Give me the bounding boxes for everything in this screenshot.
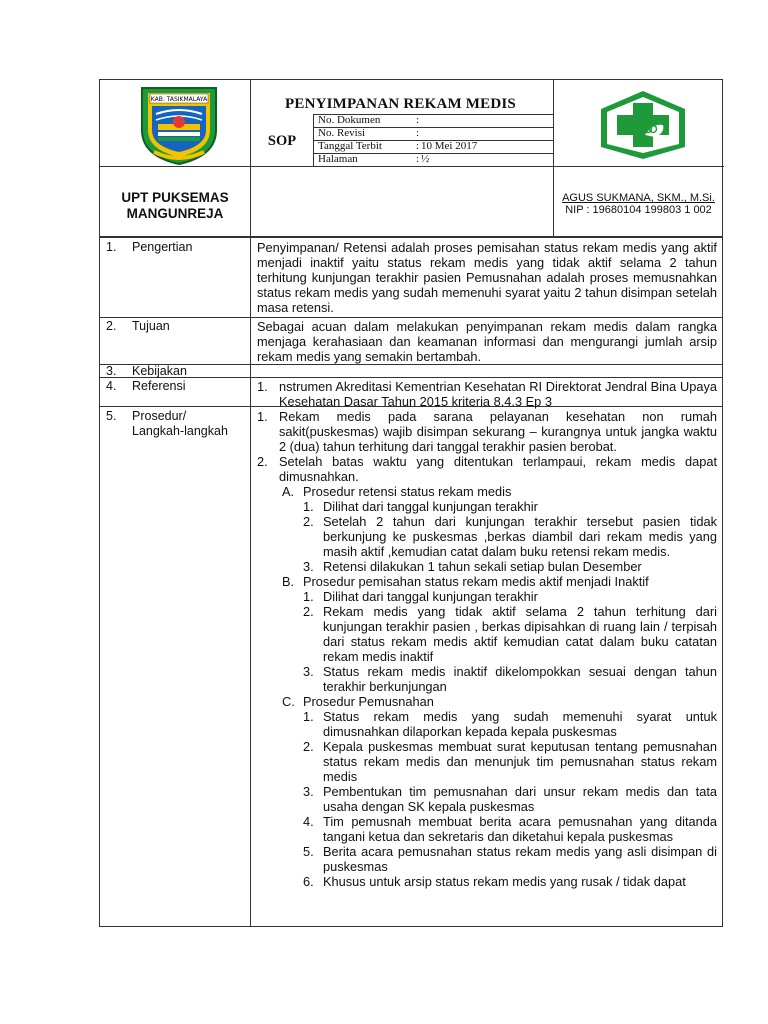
meta-sep: : — [416, 140, 420, 152]
item-text: Kepala puskesmas membuat surat keputusan tentang pemusnahan status rekam medis dan menunjuk tim pemusnahan status rekam medis — [323, 739, 717, 784]
signatory-nip: NIP : 19680104 199803 1 002 — [565, 204, 712, 216]
signatory-block — [553, 192, 724, 216]
section-title: Prosedur/ — [132, 409, 187, 423]
meta-value: ½ — [421, 153, 430, 165]
procedure-item — [257, 739, 717, 784]
meta-key: Tanggal Terbit — [318, 140, 382, 152]
meta-sep: : — [416, 127, 420, 139]
list-marker: B. — [282, 574, 295, 589]
procedure-group-title — [257, 484, 717, 499]
organization-name — [100, 190, 250, 222]
list-marker: 3. — [303, 784, 314, 799]
document-body-table — [99, 237, 723, 927]
list-marker: A. — [282, 484, 295, 499]
list-marker: 4. — [303, 814, 314, 829]
organization-line-2: MANGUNREJA — [126, 206, 224, 221]
list-marker: 2. — [257, 454, 268, 469]
list-marker: 5. — [303, 844, 314, 859]
section-title: Kebijakan — [132, 364, 187, 378]
item-text: Tim pemusnah membuat berita acara pemusnahan yang ditanda tangani ketua dan sekretaris dan diketahui kepala puskesmas — [323, 814, 717, 844]
item-text: Status rekam medis yang sudah memenuhi syarat untuk dimusnahkan dilaporkan kepada kepala puskesmas — [323, 709, 717, 739]
procedure-item — [257, 499, 717, 514]
signatory-name: AGUS SUKMANA, SKM., M.Si. — [562, 192, 715, 204]
meta-sep: : — [416, 114, 420, 126]
item-text: Dilihat dari tanggal kunjungan terakhir — [323, 499, 538, 514]
section-number: 3. — [106, 364, 117, 378]
section-label-reference — [106, 379, 186, 394]
procedure-item — [257, 664, 717, 694]
document-title: PENYIMPANAN REKAM MEDIS — [285, 96, 516, 112]
section-title: Referensi — [132, 379, 186, 393]
list-marker: 3. — [303, 664, 314, 679]
meta-sep: : — [416, 153, 420, 165]
section-title: Pengertian — [132, 240, 193, 254]
item-text: Berita acara pemusnahan status rekam medis yang asli disimpan di puskesmas — [323, 844, 717, 874]
procedure-item — [257, 589, 717, 604]
list-marker: 1. — [303, 499, 314, 514]
list-marker: 6. — [303, 874, 314, 889]
meta-value: 10 Mei 2017 — [421, 140, 478, 152]
procedure-item — [257, 514, 717, 559]
section-label-policy — [106, 364, 187, 379]
section-number: 2. — [106, 319, 117, 333]
section-number: 4. — [106, 379, 117, 393]
procedure-item — [257, 709, 717, 739]
meta-key: No. Revisi — [318, 127, 366, 139]
reference-text: nstrumen Akreditasi Kementrian Kesehatan RI Direktorat Jendral Bina Upaya Kesehatan Dasar Tahun 2015 kriteria 8.4.3 Ep 3 — [279, 379, 717, 409]
procedure-group-title — [257, 694, 717, 709]
section-label-definition — [106, 240, 192, 255]
document-header-table — [99, 79, 723, 237]
definition-text: Penyimpanan/ Retensi adalah proses pemisahan status rekam medis yang aktif menjadi inaktif yaitu status rekam medis yang tidak aktif selama 2 tahun terhitung kunjungan terakhir pasien Pemusnahan adalah proses memusnahkan status rekam medis yang sudah memenuhi syarat yaitu 2 tahun disimpan setelah masa retensi. — [257, 240, 717, 315]
meta-row-page — [313, 153, 553, 166]
section-title: Tujuan — [132, 319, 170, 333]
procedure-item — [257, 784, 717, 814]
meta-row-document-number — [313, 114, 553, 127]
procedure-item — [257, 814, 717, 844]
item-text: Retensi dilakukan 1 tahun sekali setiap bulan Desember — [323, 559, 642, 574]
section-label-purpose — [106, 319, 170, 334]
list-marker: 2. — [303, 604, 314, 619]
section-content-purpose — [257, 319, 717, 364]
procedure-item — [257, 604, 717, 664]
group-title: Prosedur retensi status rekam medis — [303, 484, 512, 499]
sop-label: SOP — [267, 133, 297, 149]
list-marker: 1. — [257, 409, 268, 424]
procedure-step — [257, 454, 717, 484]
meta-key: Halaman — [318, 153, 358, 165]
item-text: Status rekam medis inaktif dikelompokkan sesuai dengan tahun terakhir berkunjungan — [323, 664, 717, 694]
section-number: 1. — [106, 240, 117, 254]
group-title: Prosedur Pemusnahan — [303, 694, 434, 709]
purpose-text: Sebagai acuan dalam melakukan penyimpanan rekam medis dalam rangka menjaga kerahasiaan dan keamanan informasi dan mengurangi jumlah arsip rekam medis yang semakin bertambah. — [257, 319, 717, 364]
procedure-item — [257, 844, 717, 874]
procedure-group-title — [257, 574, 717, 589]
puskesmas-logo — [593, 89, 693, 161]
regency-crest-logo — [134, 84, 224, 166]
section-content-procedure — [257, 409, 717, 889]
step-text: Setelah batas waktu yang ditentukan terlampaui, rekam medis dapat dimusnahkan. — [279, 454, 717, 484]
item-text: Rekam medis yang tidak aktif selama 2 tahun terhitung dari kunjungan terakhir pasien , berkas dipisahkan di ruang lain / terpisah dari status rekam medis aktif kemudian catat dalam buku catatan rekam medis inaktif — [323, 604, 717, 664]
procedure-item — [257, 874, 717, 889]
procedure-item — [257, 559, 717, 574]
crest-banner-text: KAB. TASIKMALAYA — [150, 96, 208, 103]
list-marker: 2. — [303, 739, 314, 754]
procedure-step — [257, 409, 717, 454]
item-text: Setelah 2 tahun dari kunjungan terakhir tersebut pasien tidak berkunjung ke puskesmas ,berkas diambil dari rekam medis yang masih aktif ,kemudian catat dalam buku retensi rekam medis. — [323, 514, 717, 559]
section-number: 5. — [106, 409, 117, 423]
list-marker: 1. — [303, 709, 314, 724]
item-text: Pembentukan tim pemusnahan dari unsur rekam medis dan tata usaha dengan SK kepala puskesmas — [323, 784, 717, 814]
list-marker: 2. — [303, 514, 314, 529]
reference-item — [257, 379, 717, 409]
section-title-line2: Langkah-langkah — [132, 424, 228, 438]
item-text: Dilihat dari tanggal kunjungan terakhir — [323, 589, 538, 604]
list-marker: 3. — [303, 559, 314, 574]
list-marker: C. — [282, 694, 295, 709]
list-marker: 1. — [303, 589, 314, 604]
meta-key: No. Dokumen — [318, 114, 381, 126]
list-marker: 1. — [257, 379, 268, 394]
section-content-reference — [257, 379, 717, 409]
group-title: Prosedur pemisahan status rekam medis aktif menjadi Inaktif — [303, 574, 649, 589]
item-text: Khusus untuk arsip status rekam medis yang rusak / tidak dapat — [323, 874, 686, 889]
meta-row-revision — [313, 127, 553, 140]
section-content-definition — [257, 240, 717, 315]
section-label-procedure — [106, 409, 228, 439]
meta-row-issue-date — [313, 140, 553, 153]
step-text: Rekam medis pada sarana pelayanan kesehatan non rumah sakit(puskesmas) wajib disimpan sekurang – kurangnya untuk jangka waktu 2 (dua) tahun terhitung dari tanggal terakhir pasien berobat. — [279, 409, 717, 454]
organization-line-1: UPT PUKSEMAS — [121, 190, 229, 205]
